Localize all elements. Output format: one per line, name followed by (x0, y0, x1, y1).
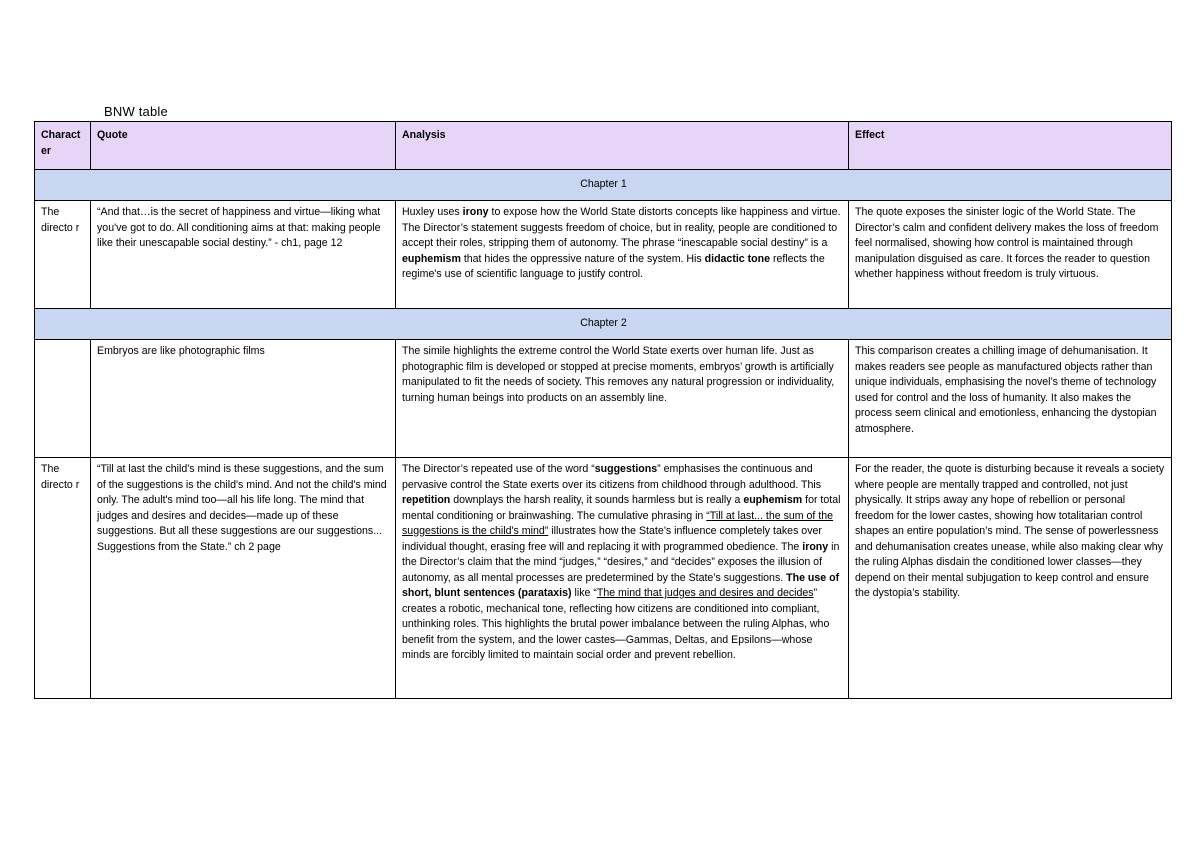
analysis-cell (396, 458, 849, 699)
analysis-cell (396, 201, 849, 309)
analysis-text: The Director’s repeated use of the word “ (402, 463, 595, 475)
table-row (35, 201, 1172, 309)
analysis-term-didactic: didactic tone (704, 252, 770, 265)
character-cell (35, 340, 91, 458)
header-character: Charact er (35, 122, 91, 170)
character-cell: The directo r (35, 201, 91, 309)
analysis-term-euphemism: euphemism (402, 252, 461, 265)
quote-cell: “And that…is the secret of happiness and virtue—liking what you've got to do. All conditioning aims at that: making people like their unescapable social destiny.” - ch1, page 12 (91, 201, 396, 309)
analysis-text: illustrates how the State’s influence completely takes over individual thought, erasing free will and replacing it with programmed obedience. The (402, 525, 822, 553)
effect-cell: For the reader, the quote is disturbing because it reveals a society where people are mentally trapped and controlled, not just physically. It strips away any hope of rebellion or personal freedom for the lower castes, showing how totalitarian control shapes an entire population’s mind. The sense of powerlessness and dehumanisation creates unease, while also making clear why the ruling Alphas disdain the conditioned lower classes—they depend on their mental subjugation to keep control and ensure the dystopia’s stability. (849, 458, 1172, 699)
analysis-text: for total mental conditioning or brainwashing. The cumulative phrasing in (402, 494, 841, 522)
header-quote: Quote (91, 122, 396, 170)
chapter-1-label: Chapter 1 (35, 170, 1172, 201)
header-effect: Effect (849, 122, 1172, 170)
analysis-text: reflects the regime's use of scientific language to justify control. (402, 252, 825, 280)
analysis-text: Huxley uses (402, 206, 463, 218)
table-row (35, 340, 1172, 458)
analysis-cell: The simile highlights the extreme control the World State exerts over human life. Just as photographic film is developed or stopped at precise moments, embryos’ growth is artificially manipulated to fit the needs of society. This removes any natural progression or individuality, turning human beings into products on an assembly line. (396, 340, 849, 458)
character-cell: The directo r (35, 458, 91, 699)
analysis-term-repetition: repetition (402, 494, 451, 506)
analysis-term-irony: irony (802, 540, 829, 553)
chapter-2-label: Chapter 2 (35, 309, 1172, 340)
analysis-term-suggestions: suggestions (594, 463, 658, 475)
chapter-row (35, 170, 1172, 201)
quote-cell: “Till at last the child's mind is these suggestions, and the sum of the suggestions is the child's mind. And not the child's mind only. The adult's mind too—all his life long. The mind that judges and desires and decides—made up of these suggestions. But all these suggestions are our suggestions... Suggestions from the State.” ch 2 page (91, 458, 396, 699)
analysis-text: ” creates a robotic, mechanical tone, reflecting how citizens are conditioned into compliant, unthinking roles. This highlights the brutal power imbalance between the ruling Alphas, who benefit from the system, and the lower castes—Gammas, Deltas, and Epsilons—whose minds are forcibly limited to maintain social order and prevent rebellion. (402, 587, 830, 661)
table-row (35, 458, 1172, 699)
analysis-term-irony: irony (462, 206, 489, 218)
analysis-underlined-quote: “Till at last... the sum of the suggestions is the child's mind” (402, 509, 834, 537)
chapter-row (35, 309, 1172, 340)
effect-cell: This comparison creates a chilling image of dehumanisation. It makes readers see people as manufactured objects rather than unique individuals, emphasising the novel’s theme of technology used for control and the loss of humanity. It also makes the process seem clinical and emotionless, enhancing the dystopian atmosphere. (849, 340, 1172, 458)
analysis-term-euphemism: euphemism (743, 494, 803, 506)
analysis-term-parataxis: The use of short, blunt sentences (parataxis) (402, 571, 840, 599)
header-analysis: Analysis (396, 122, 849, 170)
analysis-text: that hides the oppressive nature of the system. His (460, 252, 705, 265)
analysis-text: ” emphasises the continuous and pervasive control the State exerts over its citizens from childhood through adulthood. This (402, 463, 822, 491)
analysis-text: to expose how the World State distorts concepts like happiness and virtue. The Director’s statement suggests freedom of choice, but in reality, people are conditioned to accept their roles, stripping them of autonomy. The phrase “inescapable social destiny” is a (402, 206, 841, 249)
effect-cell: The quote exposes the sinister logic of the World State. The Director’s calm and confident delivery makes the loss of freedom feel normalised, showing how control is maintained through manipulation disguised as care. It forces the reader to question whether happiness without freedom is truly virtuous. (849, 201, 1172, 309)
document-title: BNW table (104, 104, 168, 119)
analysis-underlined-quote: The mind that judges and desires and decides (596, 587, 814, 599)
bnw-table (34, 121, 1172, 699)
analysis-text: like “ (571, 587, 597, 599)
analysis-text: downplays the harsh reality, it sounds harmless but is really a (450, 494, 744, 506)
header-row (35, 122, 1172, 170)
quote-cell: Embryos are like photographic films (91, 340, 396, 458)
analysis-text: in the Director’s claim that the mind “judges,” “desires,” and “decides” exposes the illusion of autonomy, as all mental processes are predetermined by the State’s suggestions. (402, 540, 840, 584)
